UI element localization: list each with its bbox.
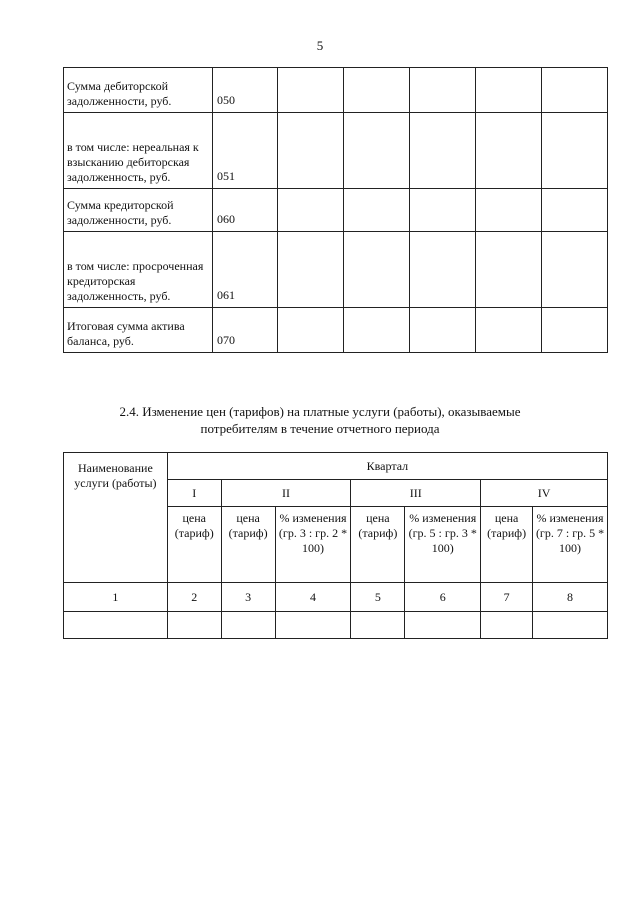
column-number: 6 (405, 583, 481, 612)
row-code: 061 (212, 232, 277, 308)
price-header: цена (тариф) (351, 507, 405, 583)
row-label: Сумма кредиторской задолженности, руб. (64, 189, 213, 232)
table-row (64, 232, 608, 308)
row-label: в том числе: просроченная кредиторская задолженность, руб. (64, 232, 213, 308)
row-label: Сумма дебиторской задолженности, руб. (64, 68, 213, 113)
empty-cell (278, 308, 344, 353)
quarter-group-header: Квартал (167, 453, 607, 480)
table-row (64, 308, 608, 353)
empty-cell (410, 113, 476, 189)
empty-cell (476, 68, 542, 113)
empty-cell (542, 113, 608, 189)
section-title-line: 2.4. Изменение цен (тарифов) на платные услуги (работы), оказываемые (119, 404, 521, 419)
table-row (64, 113, 608, 189)
row-label: в том числе: нереальная к взысканию дебиторская задолженность, руб. (64, 113, 213, 189)
empty-cell (344, 308, 410, 353)
table-row (64, 612, 608, 639)
empty-cell (410, 189, 476, 232)
empty-cell (410, 308, 476, 353)
price-header: цена (тариф) (221, 507, 275, 583)
column-number-row (64, 583, 608, 612)
row-code: 050 (212, 68, 277, 113)
quarter-header: III (351, 480, 481, 507)
empty-cell (542, 308, 608, 353)
empty-cell (278, 232, 344, 308)
empty-cell (344, 68, 410, 113)
column-number: 2 (167, 583, 221, 612)
empty-cell (476, 189, 542, 232)
empty-cell (476, 113, 542, 189)
row-label: Итоговая сумма актива баланса, руб. (64, 308, 213, 353)
empty-cell (275, 612, 351, 639)
price-header: цена (тариф) (481, 507, 533, 583)
empty-cell (344, 189, 410, 232)
section-title-line: потребителям в течение отчетного периода (200, 421, 440, 436)
empty-cell (221, 612, 275, 639)
empty-cell (410, 232, 476, 308)
empty-cell (351, 612, 405, 639)
quarter-header: II (221, 480, 351, 507)
page-number: 5 (316, 38, 324, 53)
price-change-table (63, 452, 608, 639)
row-code: 051 (212, 113, 277, 189)
column-number: 3 (221, 583, 275, 612)
quarter-header: IV (481, 480, 608, 507)
column-number: 5 (351, 583, 405, 612)
empty-cell (533, 612, 608, 639)
empty-cell (410, 68, 476, 113)
service-name-header: Наименование услуги (работы) (64, 453, 168, 583)
empty-cell (344, 113, 410, 189)
empty-cell (278, 189, 344, 232)
empty-cell (278, 113, 344, 189)
receivables-payables-table (63, 67, 608, 353)
empty-cell (476, 232, 542, 308)
empty-cell (405, 612, 481, 639)
column-number: 7 (481, 583, 533, 612)
empty-cell (481, 612, 533, 639)
column-number: 8 (533, 583, 608, 612)
column-number: 1 (64, 583, 168, 612)
empty-cell (542, 68, 608, 113)
percent-change-header: % изменения (гр. 3 : гр. 2 * 100) (275, 507, 351, 583)
empty-cell (278, 68, 344, 113)
empty-cell (344, 232, 410, 308)
column-number: 4 (275, 583, 351, 612)
row-code: 070 (212, 308, 277, 353)
percent-change-header: % изменения (гр. 5 : гр. 3 * 100) (405, 507, 481, 583)
empty-cell (476, 308, 542, 353)
section-title (0, 403, 640, 437)
table-row (64, 68, 608, 113)
row-code: 060 (212, 189, 277, 232)
quarter-header: I (167, 480, 221, 507)
empty-cell (542, 189, 608, 232)
empty-cell (542, 232, 608, 308)
percent-change-header: % изменения (гр. 7 : гр. 5 * 100) (533, 507, 608, 583)
empty-cell (64, 612, 168, 639)
table-row (64, 189, 608, 232)
price-header: цена (тариф) (167, 507, 221, 583)
empty-cell (167, 612, 221, 639)
